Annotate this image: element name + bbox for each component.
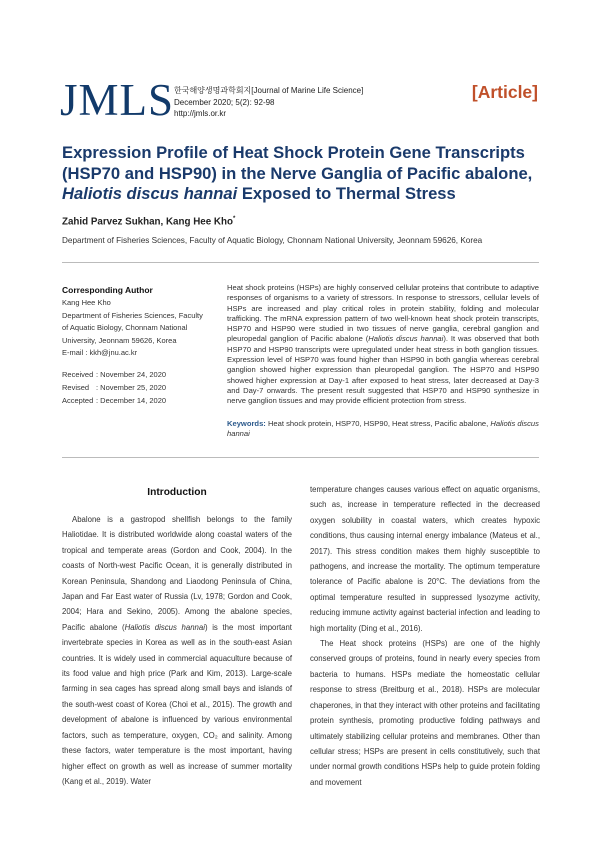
date-value: : November 24, 2020 [96,370,167,379]
intro-species: Haliotis discus hannai [124,622,205,632]
issue-info: December 2020; 5(2): 92-98 [174,97,275,107]
date-label: Received [62,370,94,379]
title-species: Haliotis discus hannai [62,184,238,203]
divider-bottom [62,457,539,458]
keywords-list: Heat shock protein, HSP70, HSP90, Heat stress, Pacific abalone, [265,419,491,428]
journal-logo: JMLS [60,75,175,125]
journal-name: 한국해양생명과학회지[Journal of Marine Life Science] [174,86,364,95]
date-label: Accepted [62,396,94,405]
body-column-left [62,512,292,789]
corresponding-university: University, Jeonnam 59626, Korea [62,335,177,345]
intro-text-1b: ) is the most important invertebrate species in Korea as well as in the south-east Asian countries. It is widely used in commercial aquaculture because of its food value and high price (Park and Kim, 2013). Large-scale farming in sea cages has spread along small bays and islands of the south-west coast of Korea (Choi et al., 2015). The growth and development of abalone is influenced by various environmental factors, such as temperature, oxygen, CO₂ and salinity. Among these factors, water temperature is the most important, having higher effect on growth as well as increase of summer mortality (Kang et al., 2019). Water [62,622,292,786]
title-line-2: (HSP70 and HSP90) in the Nerve Ganglia of Pacific abalone, [62,163,533,183]
date-label: Revised [62,383,90,392]
corresponding-name: Kang Hee Kho [62,298,111,307]
corresponding-faculty: of Aquatic Biology, Chonnam National [62,323,188,333]
paper-title [62,143,542,205]
author-names: Zahid Parvez Sukhan, Kang Hee Kho [62,216,233,228]
abstract-text-2: ). It was observed that both HSP70 and HSP90 transcripts were upregulated under heat stress in both ganglion tissues. Expression level of HSP70 was found higher than HSP90 in both ganglia whereas cerebral ganglion showed higher expression than pleuropedal ganglion. The HSP70 and HSP90 showed higher expression at Day-1 after exposed to heat stress, later decreased at Day-3 and Day-7 onwards. The present result suggested that HSP70 and HSP90 synthesize in nerve ganglion tissues and may provide efficient protection from stress. [227,334,539,406]
keywords [227,419,539,440]
keywords-label: Keywords: [227,419,266,428]
corresponding-author-details [62,297,212,360]
date-value: : November 25, 2020 [96,383,167,392]
intro-paragraph-3: The Heat shock proteins (HSPs) are one of the highly conserved groups of proteins, found in nearly every species from bacteria to humans. HSPs mediate the homeostatic cellular response to stress (Breitburg et al., 2018). HSPs are molecular chaperones, in that they interact with other proteins and facilitating protein synthesis, promoting productive folding pathways and ultimately stabilizing cellular proteins and membranes. Other than cellular stress; HSPs are present in cells constitutively, such that under normal growth conditions HSPs help to guide protein folding and movement [310,639,540,787]
author-list [62,216,235,227]
section-heading-introduction: Introduction [147,487,207,498]
date-accepted [62,396,166,405]
title-line-3: Exposed to Thermal Stress [237,184,456,203]
date-revised [62,383,166,392]
keywords-species: Haliotis discus hannai [227,419,539,439]
article-type-label: [Article] [471,82,538,102]
date-received [62,370,166,379]
intro-paragraph-2: temperature changes causes various effect on aquatic organisms, such as, increase in temperature reflected in the decreased oxygen solubility in coastal waters, which creates hypoxic conditions, thus causing internal energy imbalance (Mateus et al., 2017). This stress condition makes them highly susceptible to pathogens, and increase the mortality. The optimum temperature tolerance of Pacific abalone is 20°C. The deviations from the optimal temperature resulted in suppressed lysozyme activity, reducing immune activity against bacterial infection and leading to high mortality (Ding et al., 2016). [310,485,540,633]
abstract-text-1: Heat shock proteins (HSPs) are highly conserved cellular proteins that contribute to adaptive responses of organisms to a variety of stressors. In response to stressors, cellular levels of HSPs are increased and play critical roles in protein stability, folding and molecular trafficking. The mRNA expression pattern of two well-known heat shock protein transcripts, HSP70 and HSP90 were studied in two tissues of nerve ganglia, cerebral ganglion and pleuropedal ganglion of Pacific abalone ( [227,283,539,344]
corresponding-author-heading: Corresponding Author [62,285,153,295]
date-value: : December 14, 2020 [96,396,167,405]
abstract-species: Haliotis discus hannai [368,334,444,344]
intro-paragraph-1 [62,512,292,789]
corresponding-email[interactable]: E-mail : kkh@jnu.ac.kr [62,348,138,358]
divider-top [62,262,539,263]
abstract [227,283,539,407]
affiliation: Department of Fisheries Sciences, Faculty of Aquatic Biology, Chonnam National University, Jeonnam 59626, Korea [62,236,483,245]
intro-text-1a: Abalone is a gastropod shellfish belongs to the family Haliotidae. It is distributed worldwide along coastal waters of the tropical and temperate areas (Gordon and Cook, 2004). In the coasts of North-west Pacific Ocean, it is generally distributed in Korean Peninsula, Shandong and Liaodong Peninsula of China, Japan and Far East water of Russia (Lv, 1978; Gordon and Cook, 2004; Hara and Sekino, 2005). Among the abalone species, Pacific abalone ( [62,515,292,632]
journal-url[interactable]: http://jmls.or.kr [174,109,227,118]
title-line-1: Expression Profile of Heat Shock Protein Gene Transcripts [62,143,525,162]
corresponding-mark: * [232,216,236,222]
corresponding-dept: Department of Fisheries Sciences, Faculty [62,310,203,320]
journal-info [174,85,363,120]
body-column-right [310,482,540,790]
